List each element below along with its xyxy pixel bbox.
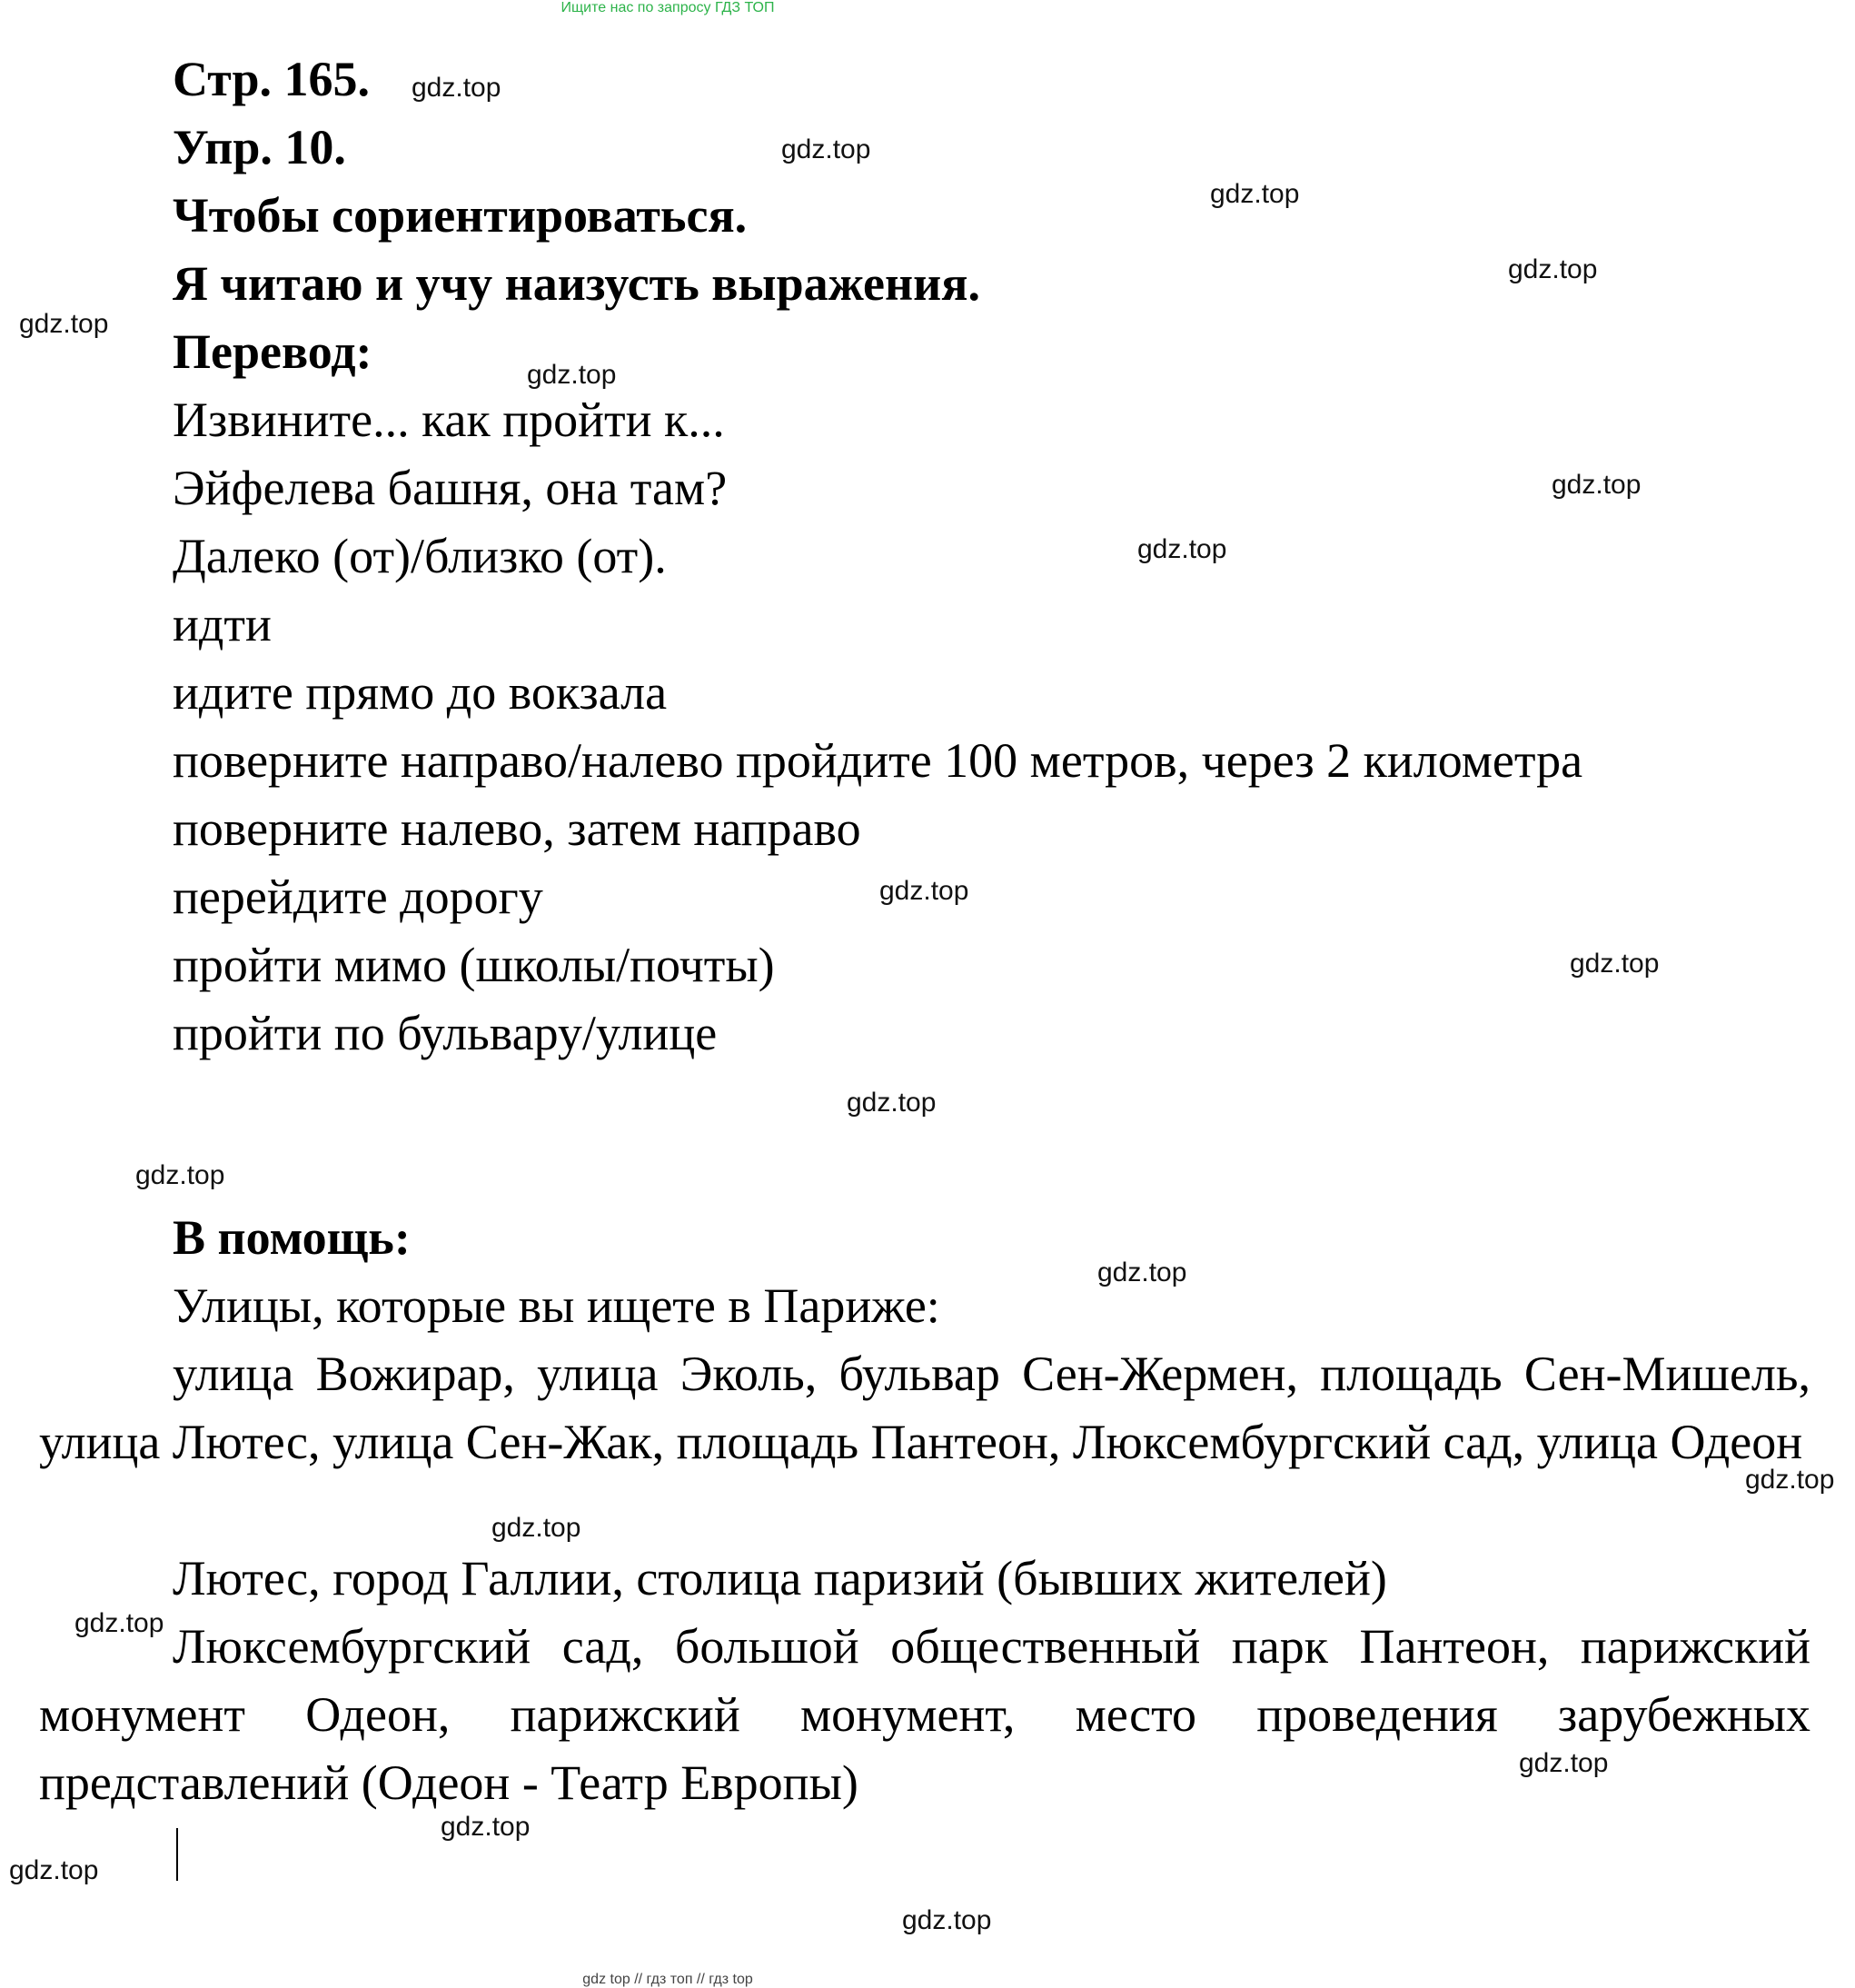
help-heading: В помощь: [173, 1210, 411, 1265]
watermark: gdz.top [491, 1513, 581, 1543]
phrase-line: идите прямо до вокзала [173, 665, 668, 720]
phrase-line: перейдите дорогу [173, 870, 543, 924]
text-cursor [176, 1828, 178, 1881]
watermark: gdz.top [19, 309, 109, 339]
watermark: gdz.top [1552, 470, 1642, 500]
watermark: gdz.top [412, 73, 501, 103]
watermark: gdz.top [9, 1855, 99, 1885]
streets-paragraph [39, 1340, 1810, 1476]
topic-heading: Чтобы сориентироваться. [173, 188, 748, 243]
watermark: gdz.top [135, 1160, 225, 1190]
phrase-line: пройти по бульвару/улице [173, 1006, 718, 1060]
task-heading: Я читаю и учу наизусть выражения. [173, 256, 980, 311]
watermark: gdz.top [1508, 254, 1598, 284]
watermark: gdz.top [781, 134, 871, 164]
watermark: gdz.top [1570, 949, 1660, 979]
exercise-heading: Упр. 10. [173, 120, 346, 174]
watermark: gdz.top [527, 360, 617, 390]
phrase-line: поверните направо/налево пройдите 100 метров, через 2 километра [173, 733, 1583, 788]
phrase-line: Извините... как пройти к... [173, 393, 725, 447]
help-intro: Улицы, которые вы ищете в Париже: [173, 1278, 940, 1333]
page-number-heading: Стр. 165. [173, 52, 371, 106]
watermark: gdz.top [847, 1088, 937, 1118]
footer-note: gdz top // гдз топ // гдз top [582, 1972, 753, 1987]
phrase-line: Далеко (от)/близко (от). [173, 529, 667, 583]
watermark: gdz.top [1210, 179, 1300, 209]
lutece-line: Лютес, город Галлии, столица паризий (бывших жителей) [173, 1551, 1387, 1605]
header-note: Ищите нас по запросу ГДЗ ТОП [560, 0, 775, 15]
watermark: gdz.top [1097, 1257, 1187, 1287]
translation-heading: Перевод: [173, 324, 372, 379]
watermark: gdz.top [1137, 534, 1227, 564]
phrase-line: пройти мимо (школы/почты) [173, 938, 775, 992]
phrase-line: Эйфелева башня, она там? [173, 461, 728, 515]
watermark: gdz.top [902, 1905, 992, 1935]
phrase-line: поверните налево, затем направо [173, 801, 861, 856]
parks-text: Люксембургский сад, большой общественный парк Пантеон, парижский монумент Одеон, парижский монумент, место проведения зарубежных представлений (Одеон - Театр Европы) [39, 1619, 1810, 1810]
watermark: gdz.top [74, 1608, 164, 1638]
watermark: gdz.top [1519, 1748, 1609, 1778]
parks-paragraph [39, 1613, 1810, 1817]
watermark: gdz.top [879, 876, 969, 906]
watermark: gdz.top [441, 1812, 531, 1842]
watermark: gdz.top [1745, 1465, 1835, 1495]
phrase-line: идти [173, 597, 272, 651]
streets-text: улица Вожирар, улица Эколь, бульвар Сен-Жермен, площадь Сен-Мишель, улица Лютес, улица Сен-Жак, площадь Пантеон, Люксембургский сад, улица Одеон [39, 1347, 1810, 1469]
